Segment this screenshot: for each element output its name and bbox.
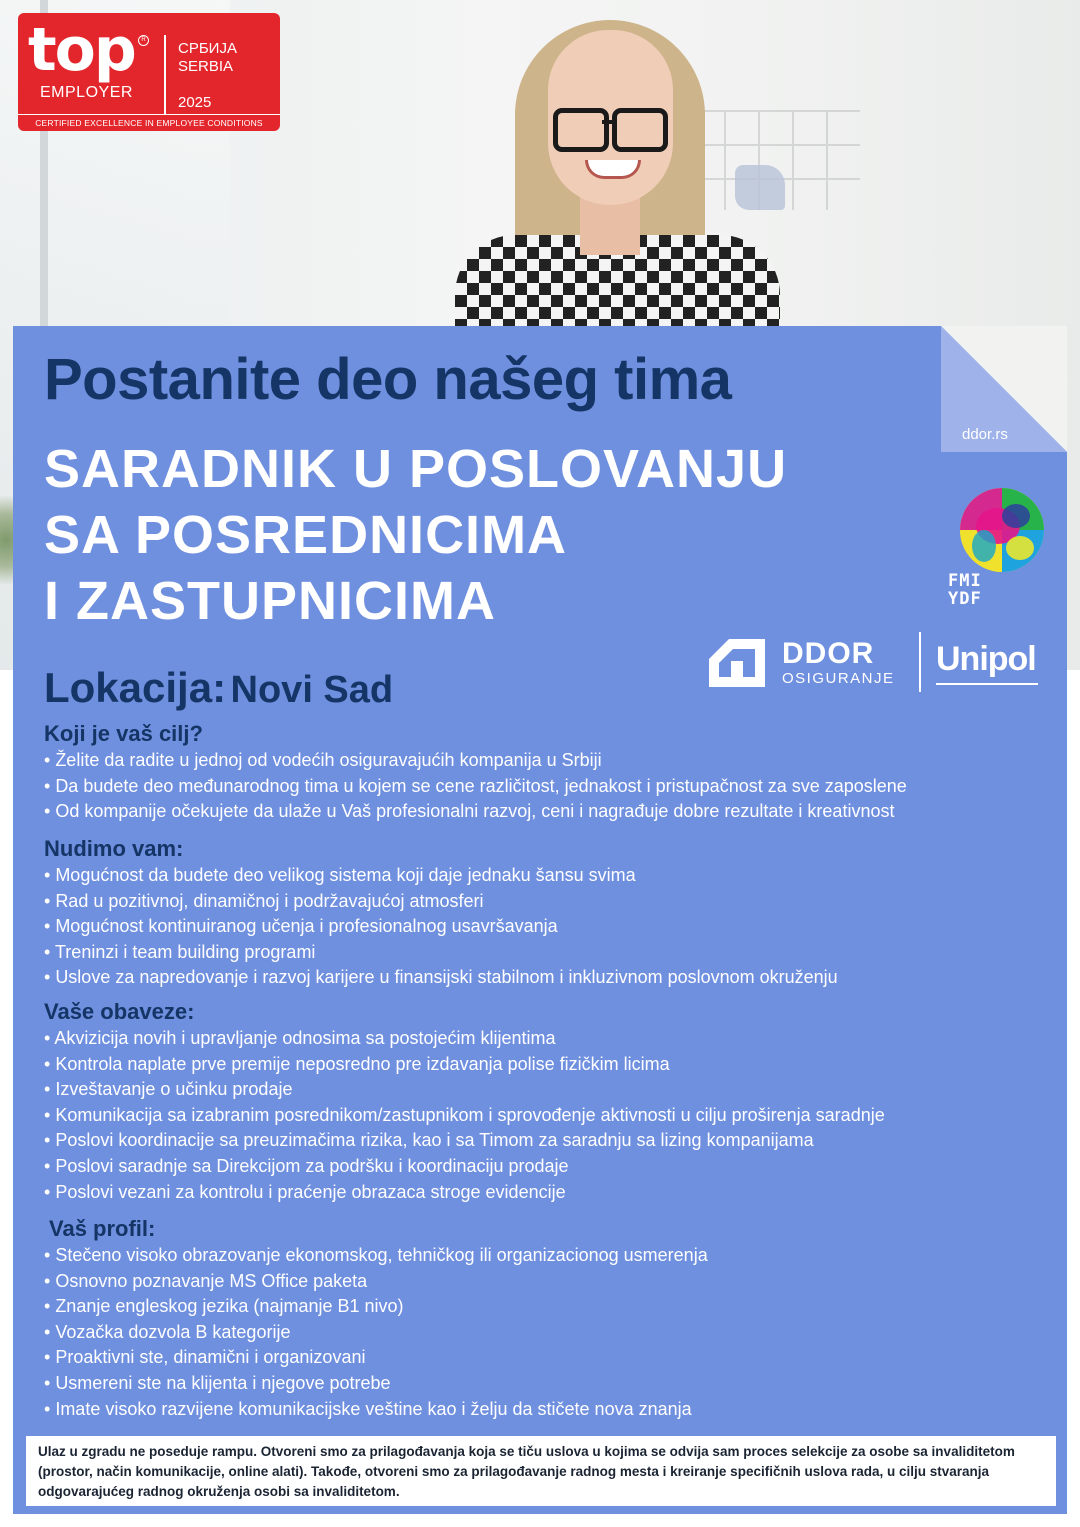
list-item: • Treninzi i team building programi [44,940,1044,966]
list-item: • Vozačka dozvola B kategorije [44,1320,1044,1346]
section-profile [44,1215,1044,1422]
list-item: • Komunikacija sa izabranim posrednikom/zastupnikom i sprovođenje aktivnosti u cilju proširenja saradnje [44,1103,1044,1129]
list-item: • Imate visoko razvijene komunikacijske veštine kao i želju da stičete nova znanja [44,1397,1044,1423]
list-item: • Rad u pozitivnoj, dinamičnoj i podržavajućoj atmosferi [44,889,1044,915]
section-offer-title: Nudimo vam: [44,836,184,861]
section-profile-list [44,1243,1044,1422]
badge-country: SERBIA [178,58,234,75]
fmi-ydf-logo-icon [958,486,1046,574]
website-link[interactable]: ddor.rs [962,426,1008,443]
list-item: • Stečeno visoko obrazovanje ekonomskog, tehničkog ili organizacionog usmerenja [44,1243,1044,1269]
list-item: • Želite da radite u jednoj od vodećih osiguravajućih kompanija u Srbiji [44,748,1044,774]
fmi-line-2: YDF [948,589,982,609]
list-item: • Poslovi koordinacije sa preuzimačima rizika, kao i sa Timom za saradnju sa lizing kompanijama [44,1128,1044,1154]
badge-top-word: top [28,15,135,85]
job-title [44,436,787,634]
job-title-line-2: SA POSREDNICIMA [44,505,568,565]
list-item: • Poslovi saradnje sa Direkcijom za podršku i koordinaciju prodaje [44,1154,1044,1180]
section-goal [44,720,1044,825]
logo-divider [919,632,921,692]
badge-year: 2025 [178,94,212,111]
glasses-right-lens [612,108,668,152]
job-title-line-3: I ZASTUPNICIMA [44,571,496,631]
location [44,664,393,712]
section-goal-list [44,748,1044,825]
accessibility-note: Ulaz u zgradu ne poseduje rampu. Otvoreni smo za prilagođavanja koja se tiču uslova u kojima se odvija sam proces selekcije za osobe sa invaliditetom (prostor, način komunikacije, online alati). Takođe, otvoreni smo za prilagođavanje radnog mesta i kreiranje specifičnih uslova rada, u cilju stvaranja odgovarajućeg radnog okruženja osobi sa invaliditetom. [26,1436,1056,1506]
list-item: • Kontrola naplate prve premije neposredno pre izdavanja polise fizičkim licima [44,1052,1044,1078]
list-item: • Izveštavanje o učinku prodaje [44,1077,1044,1103]
glasses-bridge [602,120,616,124]
section-offer [44,835,1044,991]
top-employer-badge [18,13,280,131]
ddor-house-icon [705,633,769,693]
list-item: • Od kompanije očekujete da ulaže u Vaš profesionalni razvoj, ceni i nagrađuje dobre rezultate i kreativnost [44,799,1044,825]
list-item: • Proaktivni ste, dinamični i organizovani [44,1345,1044,1371]
headline: Postanite deo našeg tima [44,347,732,412]
ddor-logo-name: DDOR [782,637,875,670]
list-item: • Osnovno poznavanje MS Office paketa [44,1269,1044,1295]
wall-note [735,165,785,210]
list-item: • Usmereni ste na klijenta i njegove potrebe [44,1371,1044,1397]
section-offer-list [44,863,1044,991]
badge-divider [164,35,166,115]
section-duties-list [44,1026,1044,1205]
fmi-line-1: FMI [948,571,982,591]
list-item: • Mogućnost da budete deo velikog sistema koji daje jednaku šansu svima [44,863,1044,889]
section-duties [44,998,1044,1205]
job-title-line-1: SARADNIK U POSLOVANJU [44,439,788,499]
section-duties-title: Vaše obaveze: [44,999,195,1024]
unipol-logo: Unipol [936,640,1036,678]
section-profile-title: Vaš profil: [49,1216,156,1241]
registered-icon: R [138,35,149,46]
glasses-left-lens [553,108,609,152]
unipol-logo-underline [936,683,1038,685]
badge-country-cyrillic: СРБИЈА [178,40,237,57]
list-item: • Mogućnost kontinuiranog učenja i profesionalnog usavršavanja [44,914,1044,940]
list-item: • Znanje engleskog jezika (najmanje B1 nivo) [44,1294,1044,1320]
fmi-ydf-text [948,572,982,608]
location-label: Lokacija: [44,664,227,711]
location-value: Novi Sad [230,669,394,711]
list-item: • Uslove za napredovanje i razvoj karijere u finansijski stabilnom i inkluzivnom poslovnom okruženju [44,965,1044,991]
ddor-logo-sub: OSIGURANJE [782,670,895,687]
badge-certified: CERTIFIED EXCELLENCE IN EMPLOYEE CONDITIONS [18,114,280,131]
badge-employer: EMPLOYER [40,84,133,101]
section-goal-title: Koji je vaš cilj? [44,721,203,746]
list-item: • Da budete deo međunarodnog tima u kojem se cene različitost, jednakost i pristupačnost za sve zaposlene [44,774,1044,800]
list-item: • Poslovi vezani za kontrolu i praćenje obrazaca stroge evidencije [44,1180,1044,1206]
list-item: • Akvizicija novih i upravljanje odnosima sa postojećim klijentima [44,1026,1044,1052]
